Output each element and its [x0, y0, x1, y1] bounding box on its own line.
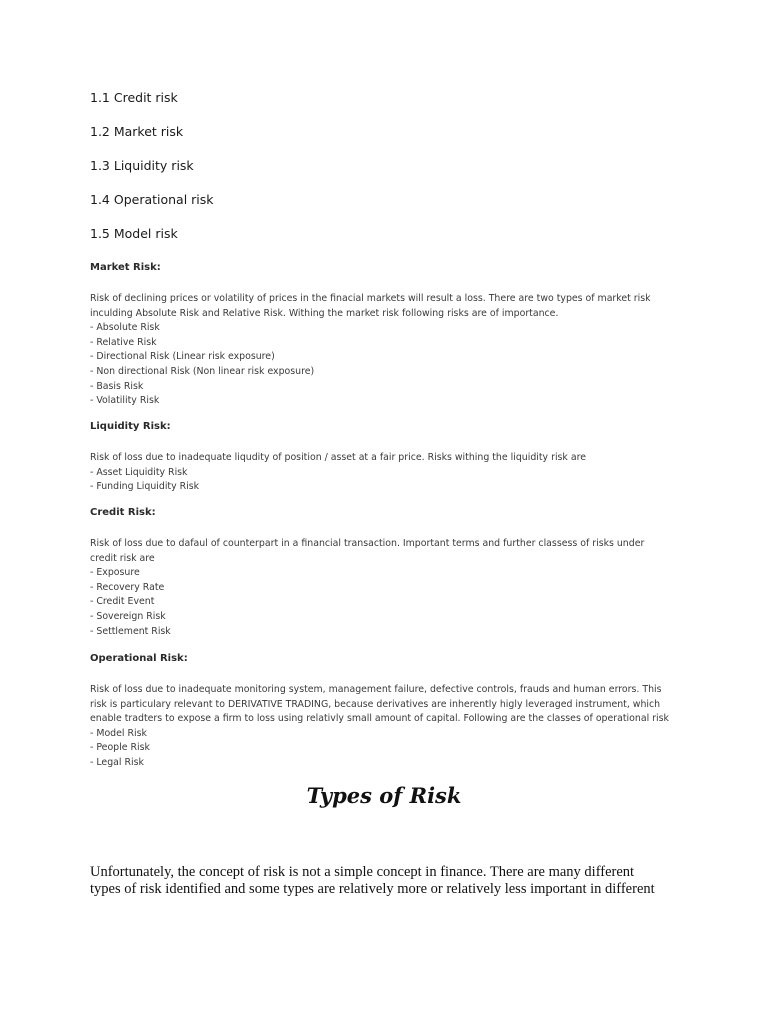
- section-heading: Operational Risk:: [90, 653, 188, 664]
- page-title: Types of Risk: [306, 783, 462, 808]
- toc-item-model-risk[interactable]: 1.5 Model risk: [90, 226, 178, 241]
- toc-item-liquidity-risk[interactable]: 1.3 Liquidity risk: [90, 158, 194, 173]
- toc-item-market-risk[interactable]: 1.2 Market risk: [90, 124, 184, 139]
- section-liquidity-risk: [90, 420, 690, 495]
- section-body: Risk of declining prices or volatility of prices in the finacial markets will result a loss. There are two types of market risk inculding Absolute Risk and Relative Risk. Withing the market risk following risks are of importance. - Absolute Risk - Relative Risk - Directional Risk (Linear risk exposure) - Non directional Risk (Non linear risk exposure) - Basis Risk - Volatility Risk: [90, 293, 651, 407]
- section-heading: Market Risk:: [90, 262, 161, 273]
- section-body: Risk of loss due to inadequate liqudity of position / asset at a fair price. Risks withing the liquidity risk are - Asset Liquidity Risk - Funding Liquidity Risk: [90, 452, 587, 493]
- toc-item-credit-risk[interactable]: 1.1 Credit risk: [90, 90, 178, 105]
- section-market-risk: [90, 261, 690, 409]
- table-of-contents: [90, 90, 214, 260]
- section-operational-risk: [90, 652, 690, 771]
- section-heading: Liquidity Risk:: [90, 421, 171, 432]
- section-body: Risk of loss due to dafaul of counterpart in a financial transaction. Important terms and further classess of risks under credit risk are - Exposure - Recovery Rate - Credit Event - Sovereign Risk - Settlement Risk: [90, 538, 645, 637]
- section-heading: Credit Risk:: [90, 507, 156, 518]
- intro-paragraph: Unfortunately, the concept of risk is not a simple concept in finance. There are many different types of risk identified and some types are relatively more or relatively less important in different: [90, 864, 655, 897]
- section-body: Risk of loss due to inadequate monitoring system, management failure, defective controls, frauds and human errors. This risk is particulary relevant to DERIVATIVE TRADING, because derivatives are inherently higly leveraged instrument, which enable tradters to expose a firm to loss using relativly small amount of capital. Following are the classes of operational risk - Model Risk - People Risk - Legal Risk: [90, 684, 669, 768]
- section-credit-risk: [90, 506, 690, 639]
- toc-item-operational-risk[interactable]: 1.4 Operational risk: [90, 192, 214, 207]
